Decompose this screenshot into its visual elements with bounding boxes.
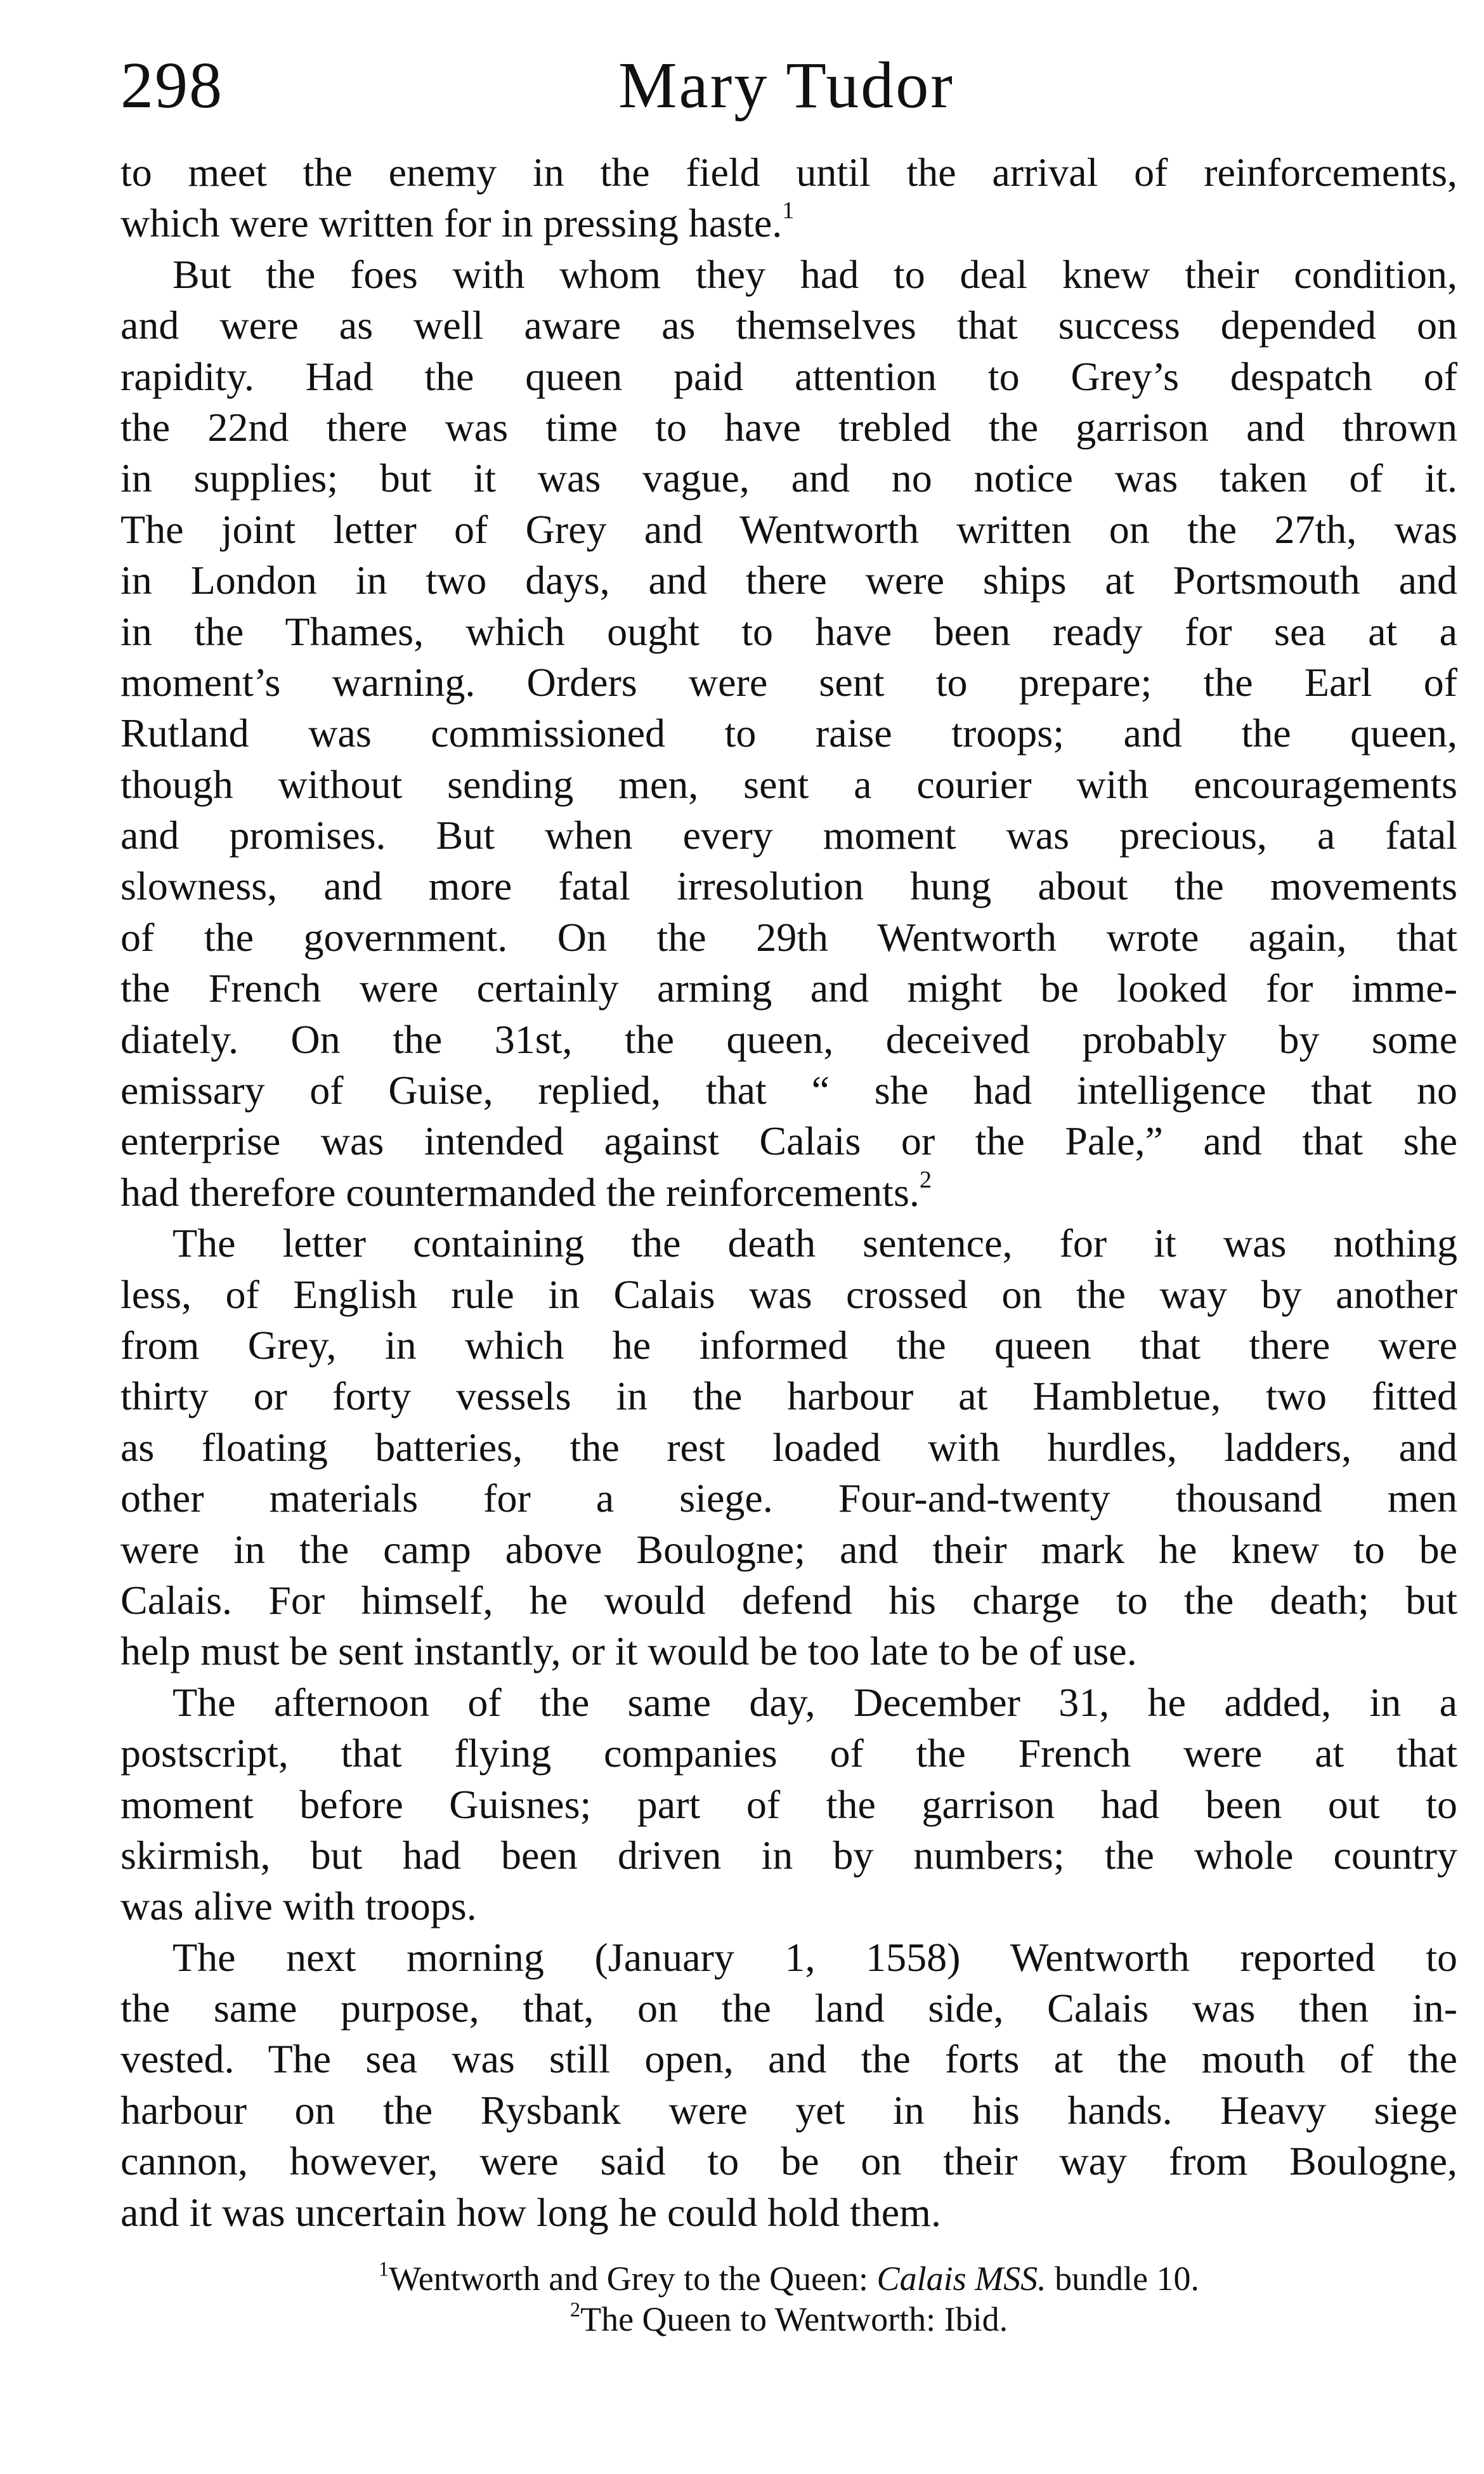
line-text: and were as well aware as themselves that success depended on [120, 303, 1457, 348]
line-text: rapidity. Had the queen paid attention to Grey’s despatch of [120, 353, 1457, 399]
line-text: postscript, that flying companies of the French were at that [120, 1731, 1457, 1776]
footnote-text: Wentworth and Grey to the Queen: [389, 2260, 877, 2298]
text-line [120, 1422, 1457, 1473]
text-line [120, 2085, 1457, 2136]
text-line [120, 1830, 1457, 1881]
line-text: of the government. On the 29th Wentworth wrote again, that [120, 914, 1457, 960]
running-title: Mary Tudor [618, 49, 954, 122]
line-text: help must be sent instantly, or it would be too late to be of use. [120, 1628, 1137, 1674]
text-line [120, 1983, 1457, 2034]
line-text: moment’s warning. Orders were sent to prepare; the Earl of [120, 659, 1457, 705]
line-text: emissary of Guise, replied, that “ she had intelligence that no [120, 1068, 1457, 1113]
line-text: Calais. For himself, he would defend his charge to the death; but [120, 1577, 1457, 1623]
line-text: The letter containing the death sentence, for it was nothing [172, 1221, 1457, 1266]
text-line [120, 1728, 1457, 1779]
text-line [120, 1116, 1457, 1167]
line-text: diately. On the 31st, the queen, deceived probably by some [120, 1016, 1457, 1062]
footnote-number: 2 [570, 2298, 581, 2322]
text-line [120, 1269, 1457, 1320]
line-text: Rutland was commissioned to raise troops; and the queen, [120, 710, 1457, 756]
line-text: vested. The sea was still open, and the forts at the mouth of the [120, 2036, 1457, 2082]
footnote-marker: 1 [782, 197, 795, 225]
line-text: which were written for in pressing haste. [120, 200, 783, 246]
text-line [120, 1524, 1457, 1575]
line-text: The next morning (January 1, 1558) Wentworth reported to [172, 1934, 1457, 1980]
text-line [120, 1626, 1457, 1677]
text-line [120, 2136, 1457, 2187]
text-line [120, 453, 1457, 504]
text-line [120, 351, 1457, 402]
footnote [120, 2258, 1457, 2299]
line-text: the French were certainly arming and might be looked for imme- [120, 965, 1457, 1011]
text-line [120, 198, 1457, 249]
text-line [120, 402, 1457, 453]
text-line [120, 708, 1457, 759]
line-text: the 22nd there was time to have trebled the garrison and thrown [120, 404, 1457, 450]
text-line [120, 300, 1457, 351]
text-line [120, 1320, 1457, 1371]
text-line [120, 1932, 1457, 1983]
text-line [120, 912, 1457, 963]
footnote-text: The Queen to Wentworth: Ibid. [580, 2300, 1008, 2338]
line-text: the same purpose, that, on the land side, Calais was then in- [120, 1986, 1457, 2031]
page-header [120, 44, 1452, 127]
page-number: 298 [120, 49, 223, 122]
text-line [120, 1881, 1457, 1932]
text-line [120, 861, 1457, 912]
line-text: The afternoon of the same day, December 31, he added, in a [172, 1679, 1457, 1725]
line-text: and promises. But when every moment was precious, a fatal [120, 813, 1457, 858]
text-line [120, 1065, 1457, 1116]
text-line [120, 504, 1457, 555]
line-text: slowness, and more fatal irresolution hung about the movements [120, 863, 1457, 909]
line-text: in the Thames, which ought to have been ready for sea at a [120, 608, 1457, 654]
text-line [120, 1014, 1457, 1065]
line-text: skirmish, but had been driven in by numbers; the whole country [120, 1832, 1457, 1878]
text-line [120, 2034, 1457, 2085]
text-line [120, 606, 1457, 657]
line-text: to meet the enemy in the field until the arrival of reinforcements, [120, 150, 1457, 195]
line-text: and it was uncertain how long he could hold them. [120, 2189, 941, 2235]
line-text: as floating batteries, the rest loaded with hurdles, ladders, and [120, 1424, 1457, 1470]
text-line [120, 1575, 1457, 1626]
text-line [120, 555, 1457, 606]
footnotes [120, 2258, 1457, 2340]
footnote-source: Calais MSS. [876, 2260, 1046, 2298]
line-text: in supplies; but it was vague, and no notice was taken of it. [120, 455, 1457, 501]
text-line [120, 147, 1457, 198]
text-line [120, 810, 1457, 861]
line-text: though without sending men, sent a courier with encouragements [120, 761, 1457, 807]
line-text: was alive with troops. [120, 1883, 477, 1929]
text-line [120, 1473, 1457, 1524]
body-text [120, 147, 1457, 2238]
text-line [120, 1218, 1457, 1269]
text-line [120, 1371, 1457, 1422]
line-text: enterprise was intended against Calais or the Pale,” and that she [120, 1118, 1457, 1164]
line-text: had therefore countermanded the reinforcements. [120, 1169, 920, 1215]
line-text: in London in two days, and there were ships at Portsmouth and [120, 558, 1457, 603]
line-text: cannon, however, were said to be on their way from Boulogne, [120, 2138, 1457, 2184]
line-text: thirty or forty vessels in the harbour at Hambletue, two fitted [120, 1373, 1457, 1419]
text-line [120, 1779, 1457, 1830]
line-text: But the foes with whom they had to deal knew their condition, [172, 251, 1457, 297]
footnote-tail: bundle 10. [1046, 2260, 1200, 2298]
line-text: moment before Guisnes; part of the garrison had been out to [120, 1781, 1457, 1827]
text-line [120, 759, 1457, 810]
text-line [120, 2187, 1457, 2238]
line-text: were in the camp above Boulogne; and their mark he knew to be [120, 1526, 1457, 1572]
footnote-number: 1 [378, 2258, 389, 2281]
text-line [120, 657, 1457, 708]
line-text: other materials for a siege. Four-and-twenty thousand men [120, 1476, 1457, 1521]
line-text: less, of English rule in Calais was crossed on the way by another [120, 1271, 1457, 1317]
text-line [120, 1677, 1457, 1728]
footnote [120, 2299, 1457, 2340]
text-line [120, 963, 1457, 1014]
footnote-marker: 2 [919, 1167, 932, 1194]
text-line [120, 249, 1457, 300]
line-text: from Grey, in which he informed the queen that there were [120, 1322, 1457, 1368]
text-line [120, 1167, 1457, 1218]
line-text: harbour on the Rysbank were yet in his hands. Heavy siege [120, 2087, 1457, 2133]
line-text: The joint letter of Grey and Wentworth written on the 27th, was [120, 506, 1457, 552]
